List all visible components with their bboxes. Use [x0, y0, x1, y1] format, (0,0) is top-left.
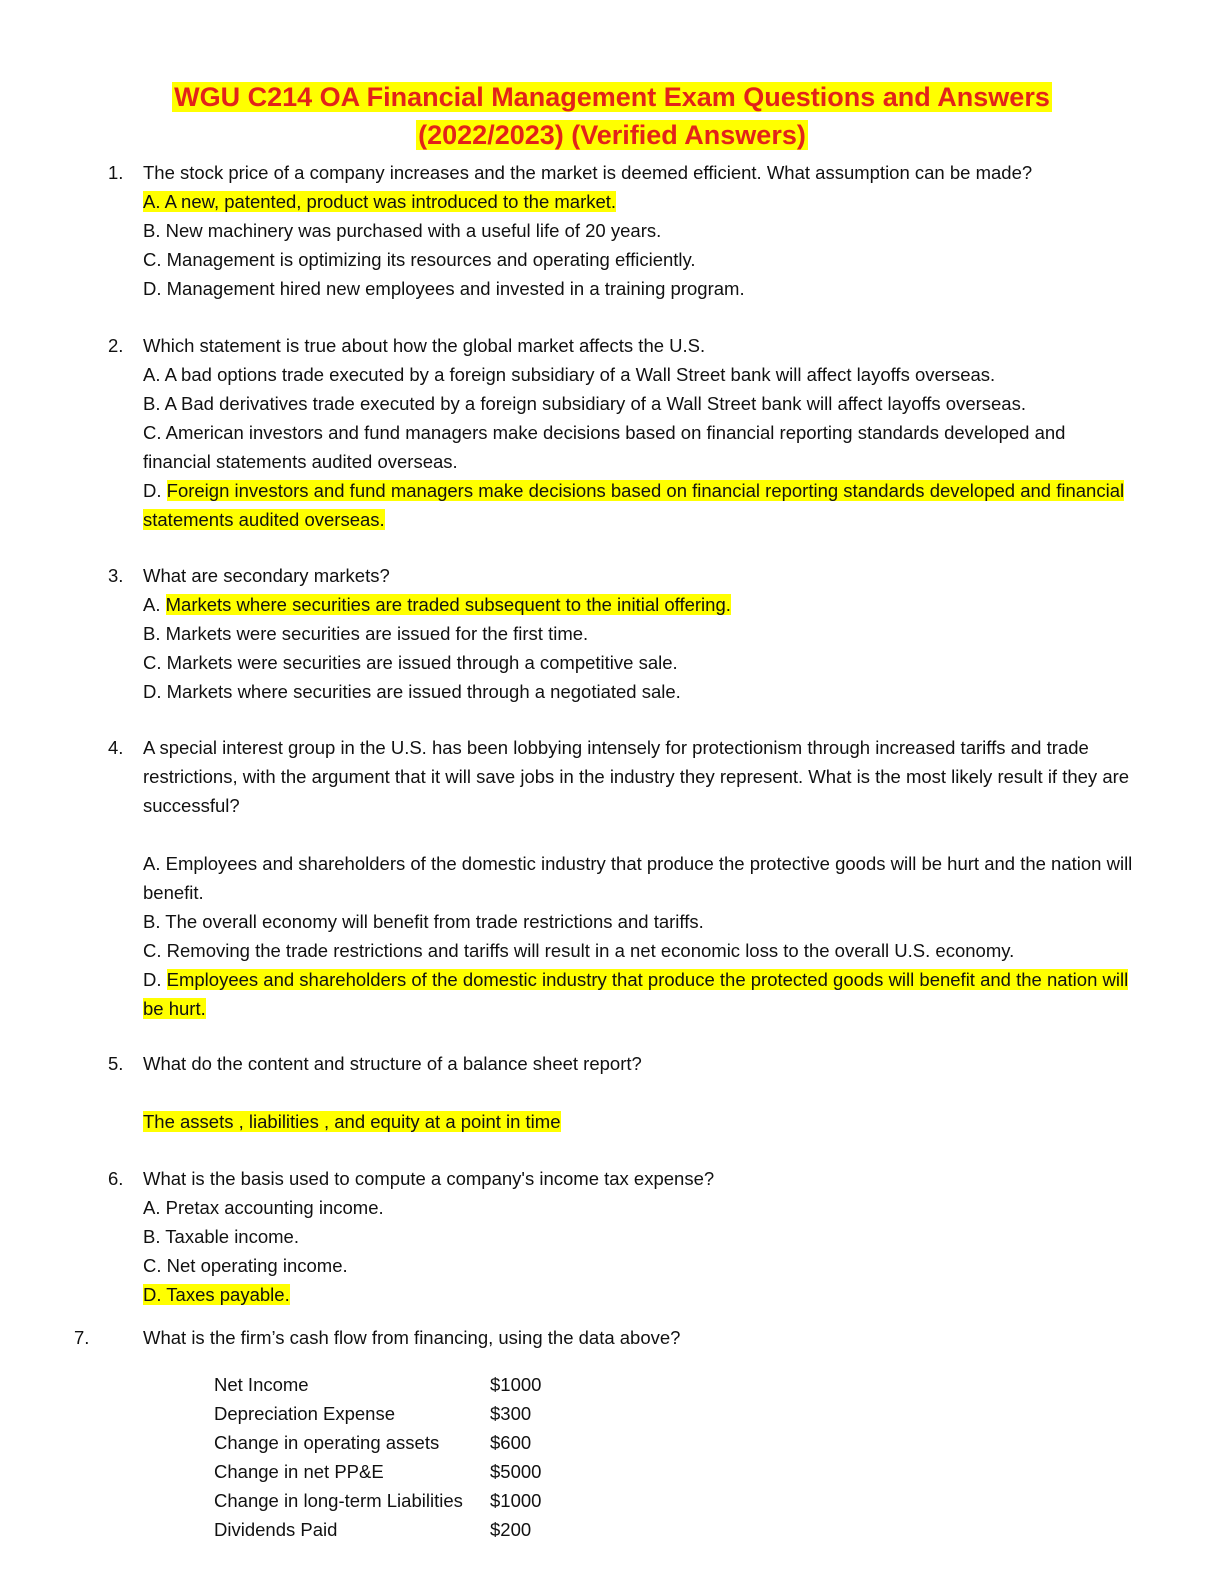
table-row: [214, 1457, 541, 1486]
question-number: 4.: [108, 737, 124, 758]
row-value: $1000: [490, 1490, 542, 1511]
question-2: [108, 331, 1138, 534]
question-number: 5.: [108, 1053, 124, 1074]
row-label: Change in operating assets: [214, 1432, 440, 1453]
answer-option-d: D. Taxes payable.: [143, 1284, 290, 1305]
question-number: 6.: [108, 1168, 124, 1189]
question-text: Which statement is true about how the global market affects the U.S.: [143, 335, 706, 356]
row-label: Dividends Paid: [214, 1519, 338, 1540]
answer-option-d-prefix: D.: [143, 480, 167, 501]
question-number: 3.: [108, 565, 124, 586]
question-text: What are secondary markets?: [143, 565, 390, 586]
answer-option-a: A. Pretax accounting income.: [143, 1197, 384, 1218]
question-7-number: 7.: [74, 1327, 90, 1348]
answer-option-d: Foreign investors and fund managers make decisions based on financial reporting standards developed and financial statements audited overseas.: [143, 480, 1125, 530]
answer-option-a: A. Employees and shareholders of the domestic industry that produce the protective goods will be hurt and the nation will benefit.: [143, 853, 1133, 903]
answer-option-b: B. Taxable income.: [143, 1226, 299, 1247]
row-label: Change in long-term Liabilities: [214, 1490, 463, 1511]
answer-option-b: B. Markets were securities are issued for the first time.: [143, 623, 589, 644]
answer-option-c: C. American investors and fund managers make decisions based on financial reporting standards developed and financial statements audited overseas.: [143, 422, 1066, 472]
row-label: Net Income: [214, 1374, 309, 1395]
row-label: Depreciation Expense: [214, 1403, 395, 1424]
title-line-1: WGU C214 OA Financial Management Exam Questions and Answers: [174, 82, 1050, 112]
answer-option-b: B. The overall economy will benefit from trade restrictions and tariffs.: [143, 911, 704, 932]
question-1: [108, 158, 1138, 303]
question-number: 2.: [108, 335, 124, 356]
question-7-text: What is the firm’s cash flow from financing, using the data above?: [143, 1327, 681, 1348]
row-value: $600: [490, 1432, 532, 1453]
question-text: The stock price of a company increases and the market is deemed efficient. What assumption can be made?: [143, 162, 1033, 183]
financial-data-table: [214, 1370, 541, 1544]
question-3: [108, 561, 1138, 706]
answer-option-d-prefix: D.: [143, 969, 167, 990]
title-line-2: (2022/2023) (Verified Answers): [418, 120, 806, 150]
answer-option-a-prefix: A.: [143, 594, 166, 615]
table-row: [214, 1370, 541, 1399]
answer-option-d: D. Markets where securities are issued through a negotiated sale.: [143, 681, 681, 702]
question-6: [108, 1164, 1138, 1309]
answer-option-c: C. Net operating income.: [143, 1255, 348, 1276]
table-row: [214, 1399, 541, 1428]
answer-option-a: A. A bad options trade executed by a foreign subsidiary of a Wall Street bank will affect layoffs overseas.: [143, 364, 996, 385]
question-text: A special interest group in the U.S. has been lobbying intensely for protectionism through increased tariffs and trade restrictions, with the argument that it will save jobs in the industry they represent. What is the most likely result if they are successful?: [143, 737, 1130, 816]
answer-option-b: B. New machinery was purchased with a useful life of 20 years.: [143, 220, 662, 241]
question-number: 1.: [108, 162, 124, 183]
answer-option-a: A. A new, patented, product was introduced to the market.: [143, 191, 617, 212]
answer-option-d: Employees and shareholders of the domestic industry that produce the protected goods will benefit and the nation will be hurt.: [143, 969, 1129, 1019]
question-5: [108, 1049, 1138, 1136]
document-title: [0, 78, 1224, 154]
row-value: $1000: [490, 1374, 542, 1395]
row-value: $5000: [490, 1461, 542, 1482]
answer-option-c: C. Management is optimizing its resources and operating efficiently.: [143, 249, 696, 270]
answer-option-d: D. Management hired new employees and invested in a training program.: [143, 278, 745, 299]
row-value: $300: [490, 1403, 532, 1424]
answer-option-b: B. A Bad derivatives trade executed by a foreign subsidiary of a Wall Street bank will affect layoffs overseas.: [143, 393, 1026, 414]
table-row: [214, 1428, 541, 1457]
question-text: What is the basis used to compute a company's income tax expense?: [143, 1168, 715, 1189]
table-row: [214, 1515, 541, 1544]
answer-option-c: C. Removing the trade restrictions and tariffs will result in a net economic loss to the overall U.S. economy.: [143, 940, 1015, 961]
answer-option-c: C. Markets were securities are issued through a competitive sale.: [143, 652, 678, 673]
row-label: Change in net PP&E: [214, 1461, 384, 1482]
row-value: $200: [490, 1519, 532, 1540]
question-text: What do the content and structure of a balance sheet report?: [143, 1053, 642, 1074]
answer-option-a: Markets where securities are traded subsequent to the initial offering.: [165, 594, 731, 615]
table-row: [214, 1486, 541, 1515]
answer-text: The assets , liabilities , and equity at a point in time: [143, 1111, 561, 1132]
question-4: [108, 733, 1138, 1023]
